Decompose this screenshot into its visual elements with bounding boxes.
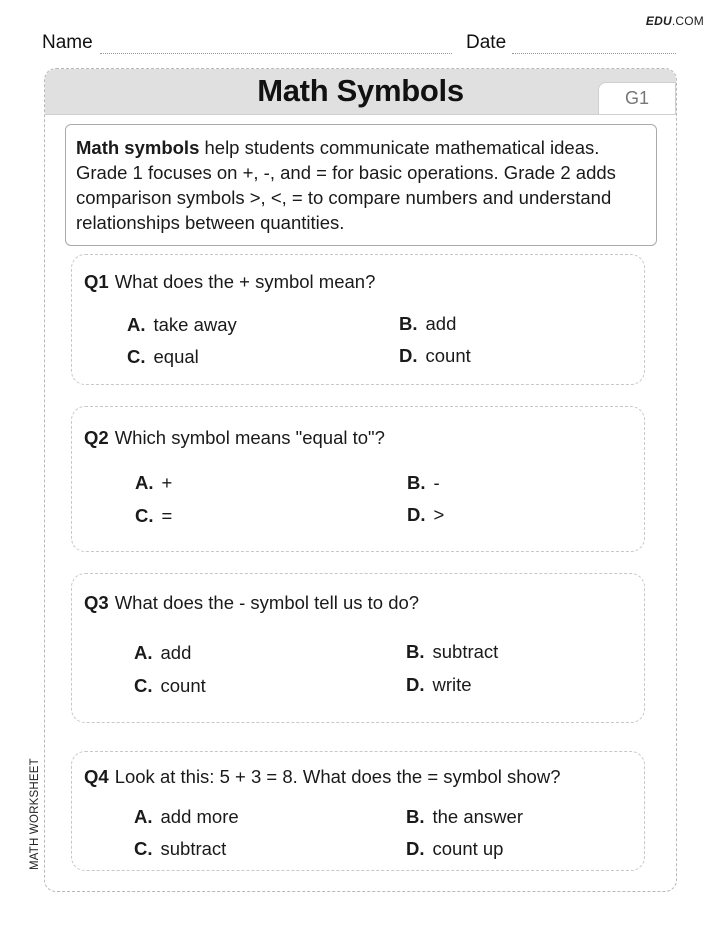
option-d[interactable]: D. > — [407, 504, 445, 525]
brand-logo: EDU.COM — [645, 14, 704, 28]
question-header: Q4 Look at this: 5 + 3 = 8. What does the = symbol show? — [84, 766, 561, 787]
option-b[interactable]: B. the answer — [406, 806, 523, 827]
name-label: Name — [42, 32, 93, 53]
intro-box — [65, 124, 657, 246]
date-label: Date — [466, 32, 507, 53]
question-card-1 — [71, 254, 645, 385]
question-card-3 — [71, 573, 645, 723]
option-a[interactable]: A. + — [135, 472, 173, 493]
option-a[interactable]: A. add more — [134, 806, 239, 827]
option-c[interactable]: C. subtract — [134, 838, 227, 859]
intro-text: help students communicate mathematical ideas. Grade 1 focuses on +, -, and = for basic operations. Grade 2 adds comparison symbols >, <, = to compare numbers and understand relationships between quantities. — [76, 137, 616, 233]
name-date-row — [42, 32, 676, 56]
side-label: MATH WORKSHEET — [29, 758, 41, 870]
intro-bold: Math symbols — [76, 137, 200, 158]
question-header: Q2 Which symbol means "equal to"? — [84, 427, 385, 448]
option-c[interactable]: C. = — [135, 505, 173, 526]
option-b[interactable]: B. subtract — [406, 641, 499, 662]
option-c[interactable]: C. equal — [127, 346, 199, 367]
question-header: Q3 What does the - symbol tell us to do? — [84, 592, 420, 613]
question-card-4 — [71, 751, 645, 871]
option-d[interactable]: D. count — [399, 345, 471, 366]
name-field[interactable] — [100, 53, 452, 54]
option-a[interactable]: A. take away — [127, 314, 237, 335]
question-header: Q1 What does the + symbol mean? — [84, 271, 376, 292]
worksheet-card — [44, 68, 677, 892]
grade-tab: G1 — [598, 82, 676, 114]
option-d[interactable]: D. count up — [406, 838, 504, 859]
question-card-2 — [71, 406, 645, 552]
option-a[interactable]: A. add — [134, 642, 192, 663]
option-b[interactable]: B. add — [399, 313, 457, 334]
option-b[interactable]: B. - — [407, 472, 440, 493]
date-field[interactable] — [512, 53, 676, 54]
worksheet-header — [45, 69, 676, 115]
option-d[interactable]: D. write — [406, 674, 472, 695]
worksheet-title: Math Symbols — [257, 73, 464, 108]
option-c[interactable]: C. count — [134, 675, 206, 696]
